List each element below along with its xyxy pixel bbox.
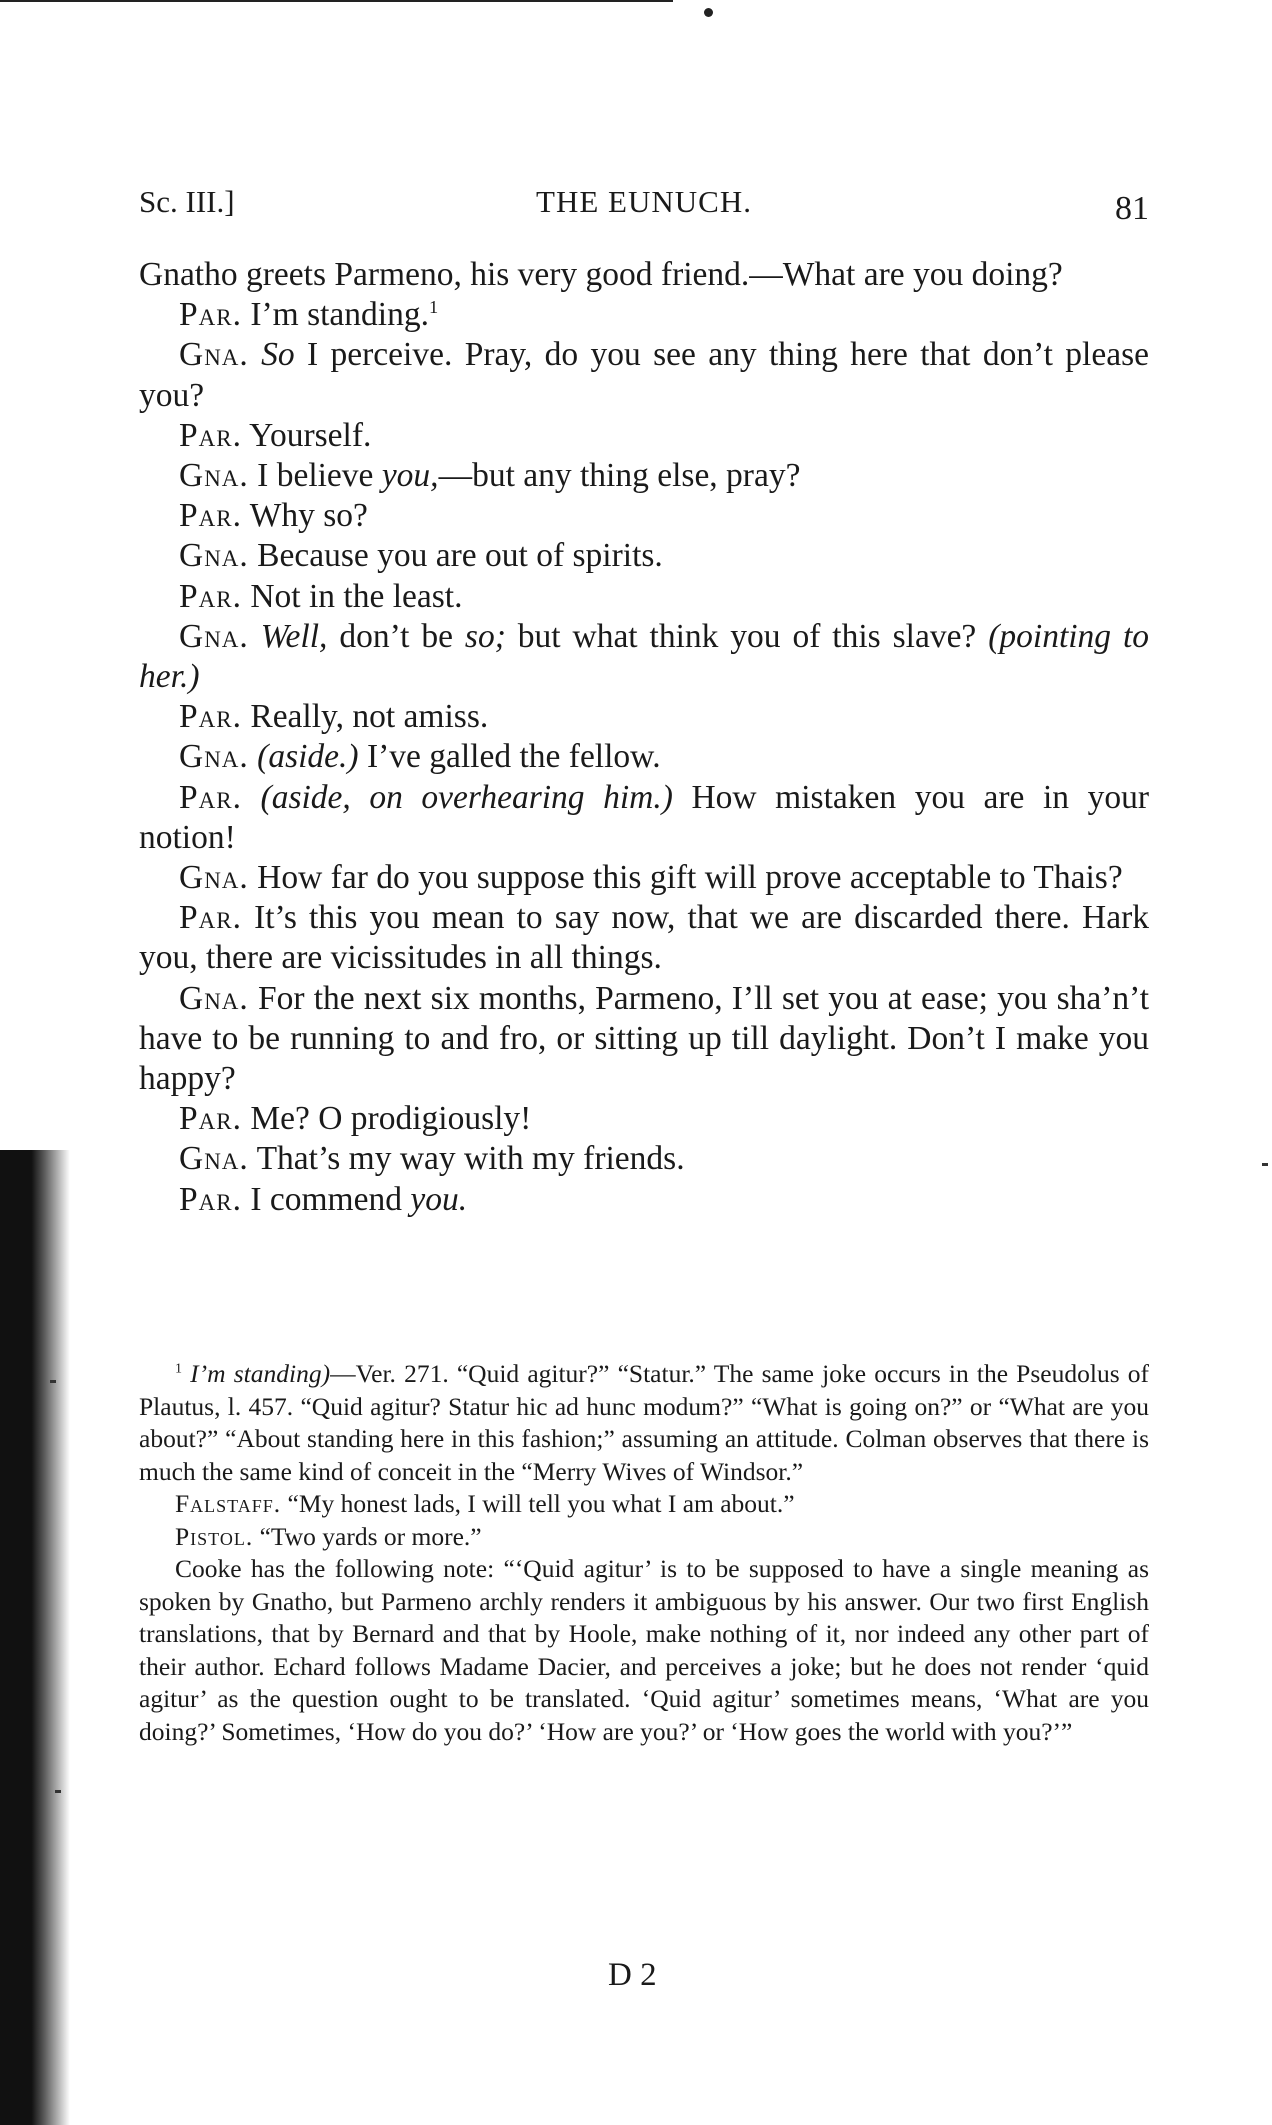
speaker: Par. bbox=[179, 698, 242, 736]
stage-direction: (pointing to her.) bbox=[139, 617, 1150, 696]
footnote-quote: Falstaff. “My honest lads, I will tell you what I am about.” bbox=[175, 1489, 795, 1518]
ink-speck bbox=[1262, 1163, 1268, 1166]
paragraph: Gnatho greets Parmeno, his very good friend.—What are you doing? bbox=[139, 256, 1063, 293]
speech-gnatho: Gna. So I perceive. Pray, do you see any thing here that don’t please you? bbox=[139, 336, 1149, 414]
speaker: Gna. bbox=[179, 859, 249, 897]
speech-gnatho: Gna. (aside.) I’ve galled the fellow. bbox=[179, 738, 661, 776]
speech-gnatho: Gna. Well, don’t be so; but what think you of this slave? (pointing to her.) bbox=[139, 617, 1150, 696]
footnote-quote: Pistol. “Two yards or more.” bbox=[175, 1521, 482, 1551]
speaker: Par. bbox=[179, 577, 242, 615]
speaker: Par. bbox=[179, 497, 242, 535]
speaker: Par. bbox=[179, 1180, 242, 1218]
speaker: Gna. bbox=[179, 1140, 249, 1178]
footnote-paragraph: Cooke has the following note: “‘Quid agitur’ is to be supposed to have a single meaning as spoken by Gnatho, but Parmeno archly renders it ambiguous by his answer. Our two first English translations, that by Bernard and that by Hoole, make nothing of it, nor indeed any other part of their author. Echard follows Madame Dacier, and perceives a joke; but he does not render ‘quid agitur’ as the question ought to be translated. ‘Quid agitur’ sometimes means, ‘What are you doing?’ Sometimes, ‘How do you do?’ ‘How are you?’ or ‘How goes the world with you?’” bbox=[139, 1554, 1149, 1746]
speaker: Par. bbox=[179, 1100, 242, 1138]
footnote: $^1$ I’m standing)—Ver. 271. “Quid agitur?” “Statur.” The same joke occurs in the Pseudolus of Plautus, l. 457. “Quid agitur? Statur hic ad hunc modum?” “What is going on?” or “What are you about?” “About standing here in this fashion;” assuming an attitude. Colman observes that there is much the same kind of conceit in the “Merry Wives of Windsor.” bbox=[139, 1359, 1150, 1486]
speaker: Gna. bbox=[179, 457, 249, 495]
speaker: Par. bbox=[179, 899, 242, 937]
speaker: Gna. bbox=[179, 537, 249, 575]
speech-gnatho: Gna. I believe you,—but any thing else, pray? bbox=[179, 457, 801, 495]
speech-parmeno: Par. Yourself. bbox=[179, 416, 372, 454]
page-edge-shadow bbox=[0, 1150, 70, 2125]
footnote-mark: 1 bbox=[175, 1361, 183, 1377]
top-rule bbox=[0, 0, 673, 2]
speaker: Gna. bbox=[179, 336, 249, 374]
ink-speck bbox=[50, 1380, 56, 1383]
footnotes bbox=[139, 1358, 1149, 1748]
page-number: 81 bbox=[1115, 190, 1149, 227]
speech-parmeno: Par. Me? O prodigiously! bbox=[179, 1100, 532, 1138]
speech-parmeno: Par. It’s this you mean to say now, that we are discarded there. Hark you, there are vicissitudes in all things. bbox=[139, 899, 1149, 977]
running-header bbox=[139, 180, 1149, 230]
speaker: Par. bbox=[179, 296, 242, 334]
speaker: Pistol. bbox=[175, 1521, 254, 1551]
speech-parmeno: Par. I’m standing.$^1$ bbox=[179, 296, 439, 334]
speech-gnatho: Gna. That’s my way with my friends. bbox=[179, 1140, 685, 1178]
stage-direction: (aside.) bbox=[257, 738, 359, 776]
speaker: Gna. bbox=[179, 617, 249, 655]
signature-mark: D 2 bbox=[608, 1957, 657, 1993]
book-title: THE EUNUCH. bbox=[536, 184, 752, 219]
speaker: Falstaff. bbox=[175, 1489, 282, 1518]
footnote-lemma: I’m standing) bbox=[190, 1359, 331, 1388]
speaker: Gna. bbox=[179, 738, 249, 776]
ink-speck bbox=[55, 1790, 61, 1793]
speech-gnatho: Gna. Because you are out of spirits. bbox=[179, 537, 663, 575]
speech-parmeno: Par. Why so? bbox=[179, 497, 368, 535]
scene-label: Sc. III.] bbox=[139, 184, 235, 219]
stage-direction: (aside, on overhearing him.) bbox=[260, 778, 673, 816]
speaker: Par. bbox=[179, 778, 242, 816]
ink-dot bbox=[704, 8, 713, 17]
speech-parmeno: Par. Not in the least. bbox=[179, 577, 463, 615]
speech-parmeno: Par. I commend you. bbox=[179, 1180, 468, 1218]
speech-parmeno: Par. Really, not amiss. bbox=[179, 698, 489, 736]
speech-gnatho: Gna. For the next six months, Parmeno, I’ll set you at ease; you sha’n’t have to be running to and fro, or sitting up till daylight. Don’t I make you happy? bbox=[139, 979, 1150, 1098]
dialogue-text bbox=[139, 255, 1149, 1220]
speaker: Par. bbox=[179, 416, 242, 454]
footnote-ref: 1 bbox=[428, 297, 439, 318]
speech-parmeno: Par. (aside, on overhearing him.) How mistaken you are in your notion! bbox=[139, 778, 1150, 856]
speech-gnatho: Gna. How far do you suppose this gift will prove acceptable to Thais? bbox=[179, 859, 1123, 897]
speaker: Gna. bbox=[179, 979, 249, 1017]
